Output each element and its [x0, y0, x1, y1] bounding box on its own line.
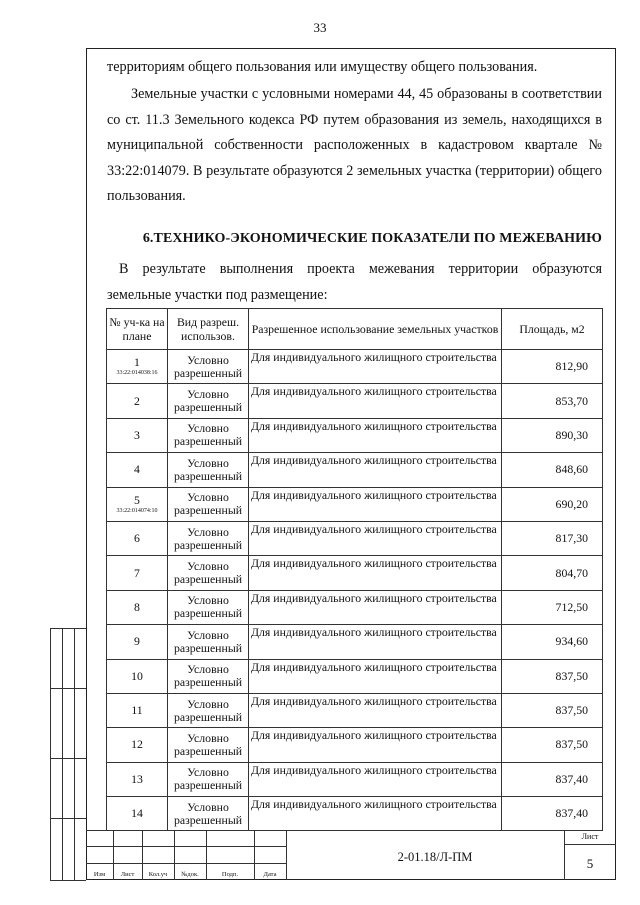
table-row	[107, 728, 603, 762]
cell-plot-number: 2	[107, 384, 168, 418]
cell-permitted-use: Для индивидуального жилищного строительства	[249, 797, 502, 831]
cell-area: 804,70	[502, 556, 603, 590]
cell-plot-number: 3	[107, 418, 168, 452]
cell-permitted-use: Для индивидуального жилищного строительства	[249, 556, 502, 590]
cell-area: 837,50	[502, 693, 603, 727]
table-row	[107, 453, 603, 487]
land-plots-table	[106, 308, 603, 831]
table-row	[107, 590, 603, 624]
table-row	[107, 659, 603, 693]
cell-permitted-kind: Условно разрешенный	[168, 659, 249, 693]
paragraph-plots-44-45: Земельные участки с условными номерами 44, 45 образованы в соответствии со ст. 11.3 Земельного кодекса РФ путем образования из земель, находящихся в муниципальной собственности расположенных в кадастровом квартале № 33:22:014079. В результате образуются 2 земельных участка (территории) общего пользования.	[107, 86, 602, 204]
header-plot-number: № уч-ка на плане	[107, 309, 168, 350]
cell-permitted-use: Для индивидуального жилищного строительства	[249, 625, 502, 659]
header-area: Площадь, м2	[502, 309, 603, 350]
cell-permitted-kind: Условно разрешенный	[168, 384, 249, 418]
cell-plot-number: 8	[107, 590, 168, 624]
title-block	[86, 830, 616, 880]
cell-permitted-use: Для индивидуального жилищного строительства	[249, 521, 502, 555]
cell-permitted-use: Для индивидуального жилищного строительства	[249, 453, 502, 487]
cell-permitted-kind: Условно разрешенный	[168, 625, 249, 659]
cell-permitted-use: Для индивидуального жилищного строительства	[249, 590, 502, 624]
cell-permitted-use: Для индивидуального жилищного строительства	[249, 350, 502, 384]
cell-permitted-kind: Условно разрешенный	[168, 590, 249, 624]
table-row	[107, 693, 603, 727]
stamp-col-podp: Подп.	[221, 871, 239, 878]
paragraph-intro-table: В результате выполнения проекта межевания территории образуются земельные участки под размещение:	[107, 261, 602, 303]
cell-area: 690,20	[502, 487, 603, 521]
table-row	[107, 521, 603, 555]
table-row	[107, 487, 603, 521]
cell-permitted-kind: Условно разрешенный	[168, 487, 249, 521]
cell-permitted-use: Для индивидуального жилищного строительства	[249, 728, 502, 762]
table-header-row	[107, 309, 603, 350]
cell-permitted-kind: Условно разрешенный	[168, 728, 249, 762]
cell-area: 837,40	[502, 762, 603, 796]
stamp-col-list: Лист	[120, 871, 135, 878]
cell-area: 837,50	[502, 659, 603, 693]
table-row	[107, 762, 603, 796]
cell-area: 812,90	[502, 350, 603, 384]
sheet-label: Лист	[581, 832, 599, 841]
cell-permitted-use: Для индивидуального жилищного строительства	[249, 659, 502, 693]
cell-area: 848,60	[502, 453, 603, 487]
side-strip	[50, 628, 86, 880]
page-number: 33	[313, 20, 327, 35]
cell-permitted-use: Для индивидуального жилищного строительства	[249, 384, 502, 418]
table-row	[107, 625, 603, 659]
cell-permitted-kind: Условно разрешенный	[168, 350, 249, 384]
cell-area: 853,70	[502, 384, 603, 418]
cell-area: 890,30	[502, 418, 603, 452]
cell-plot-number: 11	[107, 693, 168, 727]
stamp-col-kol-uch: Кол.уч	[148, 871, 168, 878]
paragraph-continuation: территориям общего пользования или имуществу общего пользования.	[107, 59, 538, 75]
cell-permitted-kind: Условно разрешенный	[168, 762, 249, 796]
cell-permitted-use: Для индивидуального жилищного строительства	[249, 418, 502, 452]
cell-plot-number: 6	[107, 521, 168, 555]
cell-area: 817,30	[502, 521, 603, 555]
cell-plot-number: 14	[107, 797, 168, 831]
cell-area: 934,60	[502, 625, 603, 659]
header-permitted-use: Разрешенное использование земельных участков	[249, 309, 502, 350]
cell-permitted-kind: Условно разрешенный	[168, 521, 249, 555]
stamp-col-izm: Изм	[93, 871, 106, 878]
table-row	[107, 556, 603, 590]
cell-plot-number: 12	[107, 728, 168, 762]
table-row	[107, 797, 603, 831]
cell-permitted-kind: Условно разрешенный	[168, 797, 249, 831]
cell-plot-number: 5 33:22:014074:10	[107, 487, 168, 521]
table-row	[107, 418, 603, 452]
stamp-col-ndok: №док.	[181, 871, 199, 878]
sheet-number: 5	[586, 856, 594, 871]
table-row	[107, 384, 603, 418]
cadastral-number: 33:22:014038:16	[116, 370, 158, 377]
cell-permitted-kind: Условно разрешенный	[168, 453, 249, 487]
cell-permitted-kind: Условно разрешенный	[168, 418, 249, 452]
cell-permitted-kind: Условно разрешенный	[168, 556, 249, 590]
header-permitted-kind: Вид разреш. использов.	[168, 309, 249, 350]
cell-area: 837,50	[502, 728, 603, 762]
cell-permitted-kind: Условно разрешенный	[168, 693, 249, 727]
cell-permitted-use: Для индивидуального жилищного строительства	[249, 762, 502, 796]
cell-area: 837,40	[502, 797, 603, 831]
table-row	[107, 350, 603, 384]
cell-plot-number: 4	[107, 453, 168, 487]
cell-plot-number: 7	[107, 556, 168, 590]
cell-plot-number: 13	[107, 762, 168, 796]
stamp-col-data: Дата	[263, 871, 277, 878]
section-heading: 6.ТЕХНИКО-ЭКОНОМИЧЕСКИЕ ПОКАЗАТЕЛИ ПО МЕЖЕВАНИЮ	[142, 231, 602, 246]
cell-plot-number: 10	[107, 659, 168, 693]
cadastral-number: 33:22:014074:10	[116, 507, 158, 514]
cell-permitted-use: Для индивидуального жилищного строительства	[249, 693, 502, 727]
cell-plot-number: 9	[107, 625, 168, 659]
cell-area: 712,50	[502, 590, 603, 624]
cell-plot-number: 1 33:22:014038:16	[107, 350, 168, 384]
document-code: 2-01.18/Л-ПМ	[397, 850, 473, 864]
cell-permitted-use: Для индивидуального жилищного строительства	[249, 487, 502, 521]
